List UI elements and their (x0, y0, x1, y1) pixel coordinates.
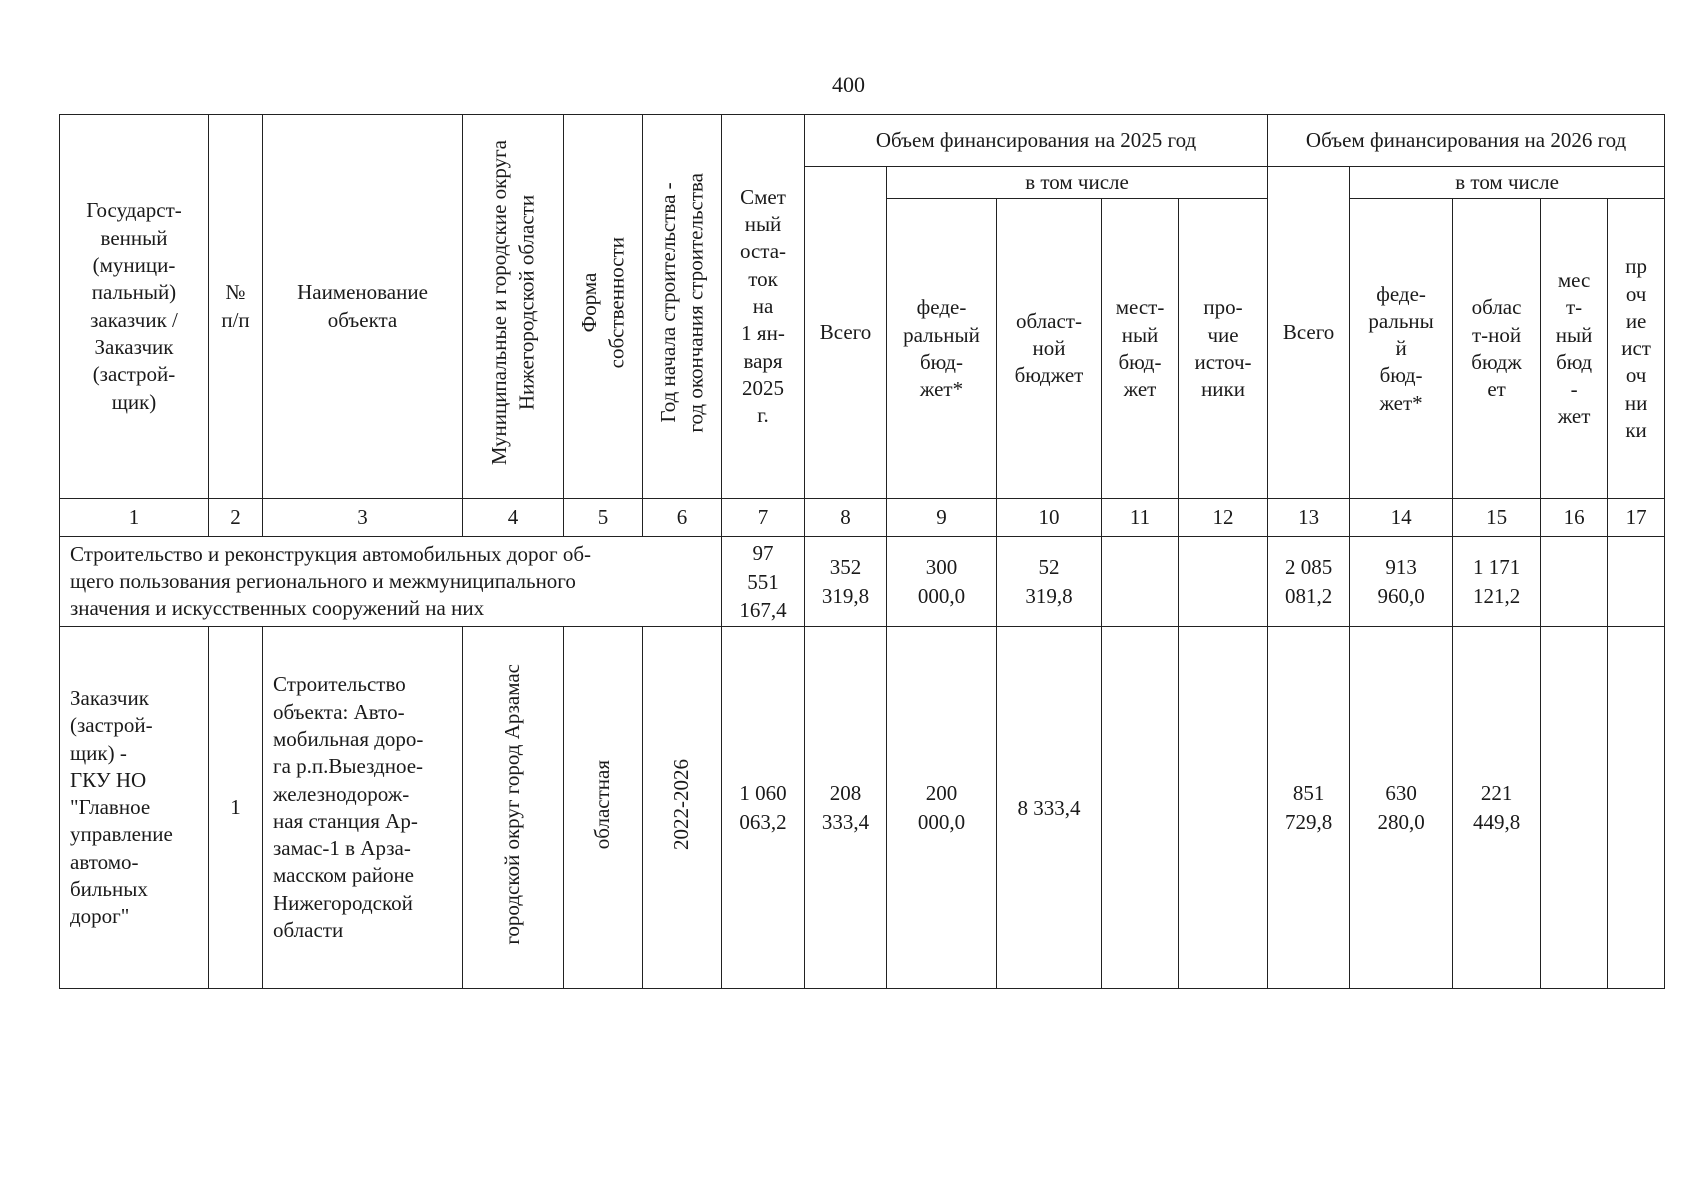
section-reg-2026: 1 171 121,2 (1453, 537, 1541, 627)
header-loc-2026: мес т- ный бюд - жет (1541, 199, 1608, 499)
section-oth-2026 (1608, 537, 1665, 627)
column-number: 2 (209, 499, 263, 537)
object-ownership-text: областная (590, 759, 615, 849)
column-number: 12 (1179, 499, 1268, 537)
column-number: 1 (60, 499, 209, 537)
column-number: 13 (1268, 499, 1350, 537)
section-loc-2026 (1541, 537, 1608, 627)
header-years-text: Год начала строительства - год окончания строительства (655, 173, 707, 433)
column-number: 7 (722, 499, 805, 537)
header-oth-2025: про- чие источ- ники (1179, 199, 1268, 499)
header-name: Наименование объекта (263, 115, 463, 499)
object-fed-2026: 630 280,0 (1350, 627, 1453, 989)
header-years (643, 115, 722, 499)
header-total-2026: Всего (1268, 167, 1350, 499)
column-number: 14 (1350, 499, 1453, 537)
column-number: 5 (564, 499, 643, 537)
column-number: 8 (805, 499, 887, 537)
object-oth-2026 (1608, 627, 1665, 989)
page-number: 400 (832, 72, 865, 97)
object-ownership (564, 627, 643, 989)
column-number: 11 (1102, 499, 1179, 537)
financing-table (59, 114, 1665, 989)
column-number: 4 (463, 499, 564, 537)
header-ownership-text: Форма собственности (576, 237, 628, 369)
object-years (643, 627, 722, 989)
section-total-2026: 2 085 081,2 (1268, 537, 1350, 627)
header-fin-2025: Объем финансирования на 2025 год (805, 115, 1268, 167)
header-estimate: Смет ный оста- ток на 1 ян- варя 2025 г. (722, 115, 805, 499)
object-fed-2025: 200 000,0 (887, 627, 997, 989)
column-number: 17 (1608, 499, 1665, 537)
object-years-text: 2022-2026 (669, 758, 694, 850)
object-name: Строительство объекта: Авто- мобильная доро- га р.п.Выездное- железнодорож- ная станция Ар- замас-1 в Арза- масском районе Нижегородской области (263, 627, 463, 989)
header-municipal-text: Муниципальные и городские округа Нижегородской области (486, 140, 538, 466)
section-oth-2025 (1179, 537, 1268, 627)
object-num: 1 (209, 627, 263, 989)
header-fed-2026: феде- ральны й бюд- жет* (1350, 199, 1453, 499)
object-oth-2025 (1179, 627, 1268, 989)
object-total-2026: 851 729,8 (1268, 627, 1350, 989)
header-ownership (564, 115, 643, 499)
header-reg-2025: област- ной бюджет (997, 199, 1102, 499)
header-municipal (463, 115, 564, 499)
section-title: Строительство и реконструкция автомобильных дорог об- щего пользования регионального и межмуниципального значения и искусственных сооружений на них (60, 537, 722, 627)
column-number: 10 (997, 499, 1102, 537)
header-incl-2025: в том числе (887, 167, 1268, 199)
header-reg-2026: облас т-ной бюдж ет (1453, 199, 1541, 499)
header-fin-2026: Объем финансирования на 2026 год (1268, 115, 1665, 167)
header-oth-2026: пр оч ие ист оч ни ки (1608, 199, 1665, 499)
object-loc-2026 (1541, 627, 1608, 989)
header-num: № п/п (209, 115, 263, 499)
object-customer: Заказчик (застрой- щик) - ГКУ НО "Главное управление автомо- бильных дорог" (60, 627, 209, 989)
object-reg-2026: 221 449,8 (1453, 627, 1541, 989)
section-fed-2026: 913 960,0 (1350, 537, 1453, 627)
object-estimate: 1 060 063,2 (722, 627, 805, 989)
object-row (60, 627, 1665, 989)
section-row (60, 537, 1665, 627)
section-estimate: 97 551 167,4 (722, 537, 805, 627)
column-number: 15 (1453, 499, 1541, 537)
header-customer: Государст- венный (муници- пальный) заказчик / Заказчик (застрой- щик) (60, 115, 209, 499)
object-loc-2025 (1102, 627, 1179, 989)
object-reg-2025: 8 333,4 (997, 627, 1102, 989)
object-total-2025: 208 333,4 (805, 627, 887, 989)
header-incl-2026: в том числе (1350, 167, 1665, 199)
column-number-row (60, 499, 1665, 537)
section-reg-2025: 52 319,8 (997, 537, 1102, 627)
column-number: 3 (263, 499, 463, 537)
header-total-2025: Всего (805, 167, 887, 499)
header-fed-2025: феде- ральный бюд- жет* (887, 199, 997, 499)
header-loc-2025: мест- ный бюд- жет (1102, 199, 1179, 499)
column-number: 6 (643, 499, 722, 537)
section-total-2025: 352 319,8 (805, 537, 887, 627)
section-fed-2025: 300 000,0 (887, 537, 997, 627)
object-municipal-text: городской округ город Арзамас (500, 663, 525, 945)
column-number: 9 (887, 499, 997, 537)
object-municipal (463, 627, 564, 989)
section-loc-2025 (1102, 537, 1179, 627)
column-number: 16 (1541, 499, 1608, 537)
